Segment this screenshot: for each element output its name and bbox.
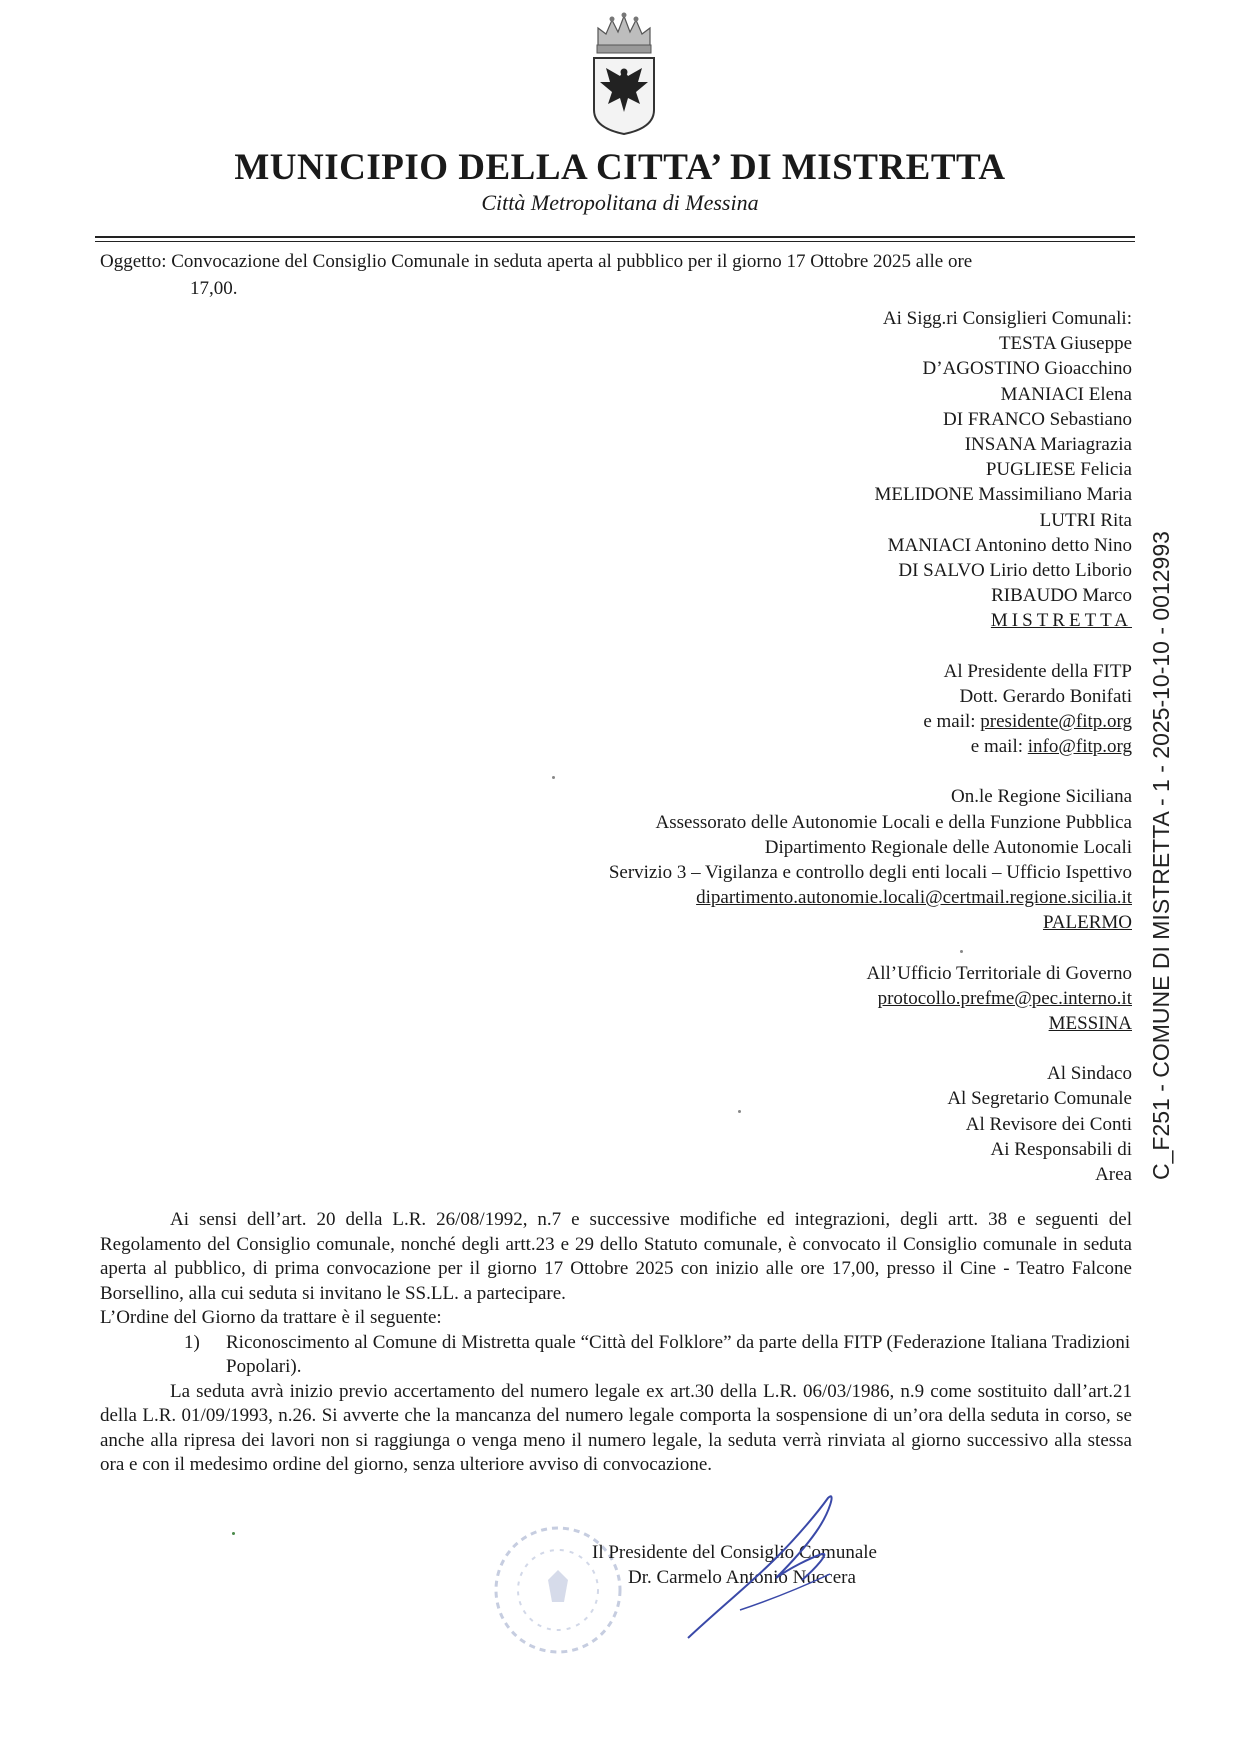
other-recipient: Ai Responsabili di — [990, 1138, 1132, 1160]
subject-label: Oggetto: — [100, 251, 167, 272]
fitp-mail-link[interactable]: presidente@fitp.org — [980, 711, 1132, 733]
councillor-name: INSANA Mariagrazia — [964, 434, 1132, 456]
header-divider — [95, 236, 1135, 238]
agenda-item-text: Riconoscimento al Comune di Mistretta quale “Città del Folklore” da parte della FITP (Federazione Italiana Tradizioni Popolari). — [226, 1331, 1131, 1377]
councillor-name: DI FRANCO Sebastiano — [943, 408, 1132, 430]
fitp-info-mail-link[interactable]: info@fitp.org — [1027, 736, 1132, 758]
crest-icon — [588, 12, 660, 138]
recipients-block — [432, 306, 1132, 1187]
regione-city: PALERMO — [1042, 912, 1132, 934]
body-paragraph: La seduta avrà inizio previo accertamento del numero legale ex art.30 della L.R. 06/03/1986, n.9 come sostituito dall’art.21 della L.R. 01/09/1993, n.26. Si avverte che la mancanza del numero legale comporta la sospensione di un’ora della seduta in corso, se anche alla ripresa dei lavori non si raggiunga o venga meno il numero legale, la seduta verrà rinviata al giorno successivo alla stessa ora e con il medesimo ordine del giorno, senza ulteriore avviso di convocazione. — [100, 1380, 1132, 1475]
subject-line — [100, 248, 1140, 302]
handwritten-signature — [680, 1488, 860, 1648]
councillor-name: PUGLIESE Felicia — [985, 459, 1132, 481]
header-divider-thin — [95, 241, 1135, 242]
councillor-name: MELIDONE Massimiliano Maria — [874, 484, 1132, 506]
councillor-name: MANIACI Antonino detto Nino — [887, 534, 1132, 556]
scan-speck — [232, 1532, 235, 1535]
regione-dipartimento: Dipartimento Regionale delle Autonomie Locali — [764, 836, 1132, 858]
signatory-role: Il Presidente del Consiglio Comunale — [592, 1542, 877, 1563]
other-recipient: Al Segretario Comunale — [947, 1088, 1132, 1110]
protocol-stamp-text: C_F251 - COMUNE DI MISTRETTA - 1 - 2025-10-10 - 0012993 — [1148, 531, 1174, 1180]
fitp-recipient: Al Presidente della FITP — [943, 660, 1132, 682]
recipients-councillors-intro: Ai Sigg.ri Consiglieri Comunali: — [882, 308, 1132, 329]
councillor-name: D’AGOSTINO Gioacchino — [922, 358, 1132, 380]
other-recipient: Al Revisore dei Conti — [965, 1113, 1132, 1135]
regione-assessorato: Assessorato delle Autonomie Locali e della Funzione Pubblica — [655, 811, 1132, 833]
councillor-name: DI SALVO Lirio detto Liborio — [898, 560, 1132, 582]
prefettura-pec-link[interactable]: protocollo.prefme@pec.interno.it — [877, 987, 1132, 1009]
scan-speck — [960, 950, 963, 953]
subject-text: Convocazione del Consiglio Comunale in seduta aperta al pubblico per il giorno 17 Ottobre 2025 alle ore — [171, 251, 973, 272]
prefettura-recipient: All’Ufficio Territoriale di Governo — [866, 962, 1132, 984]
fitp-president-name: Dott. Gerardo Bonifati — [959, 685, 1132, 707]
scan-speck — [738, 1110, 741, 1113]
municipality-title: MUNICIPIO DELLA CITTA’ DI MISTRETTA — [234, 147, 1006, 188]
body-paragraph: Ai sensi dell’art. 20 della L.R. 26/08/1992, n.7 e successive modifiche ed integrazioni, degli artt. 38 e seguenti del Regolamento del Consiglio comunale, nonché degli artt.23 e 29 dello Statuto comunale, è convocato il Consiglio comunale in seduta aperta al pubblico, di prima convocazione per il giorno 17 Ottobre 2025 con inizio alle ore 17,00, presso il Cine - Teatro Falcone Borsellino, alla cui seduta si invitano le SS.LL. a partecipare. — [100, 1209, 1132, 1304]
councillor-name: MANIACI Elena — [1000, 383, 1132, 405]
prefettura-city: MESSINA — [1048, 1013, 1132, 1035]
signatory-name: Dr. Carmelo Antonio Nuccera — [628, 1567, 856, 1588]
agenda-intro: L’Ordine del Giorno da trattare è il seguente: — [100, 1307, 442, 1328]
convocation-body — [100, 1208, 1132, 1478]
subject-text-cont: 17,00. — [190, 278, 238, 299]
fitp-mail-label: e mail: — [970, 736, 1024, 758]
councillors-city: MISTRETTA — [990, 610, 1132, 632]
agenda-item-number: 1) — [184, 1331, 200, 1353]
regione-pec-link[interactable]: dipartimento.autonomie.locali@certmail.regione.sicilia.it — [696, 887, 1132, 909]
fitp-mail-label: e mail: — [923, 711, 976, 733]
councillor-name: RIBAUDO Marco — [991, 585, 1132, 607]
councillor-name: TESTA Giuseppe — [998, 333, 1132, 355]
scan-speck — [552, 776, 555, 779]
councillor-name: LUTRI Rita — [1039, 509, 1132, 531]
regione-recipient: On.le Regione Siciliana — [951, 786, 1132, 808]
other-recipient: Area — [1095, 1164, 1132, 1186]
regione-servizio: Servizio 3 – Vigilanza e controllo degli enti locali – Ufficio Ispettivo — [608, 862, 1132, 884]
agenda-item — [100, 1331, 1132, 1380]
municipality-subtitle: Città Metropolitana di Messina — [481, 190, 759, 215]
other-recipient: Al Sindaco — [1047, 1063, 1132, 1085]
